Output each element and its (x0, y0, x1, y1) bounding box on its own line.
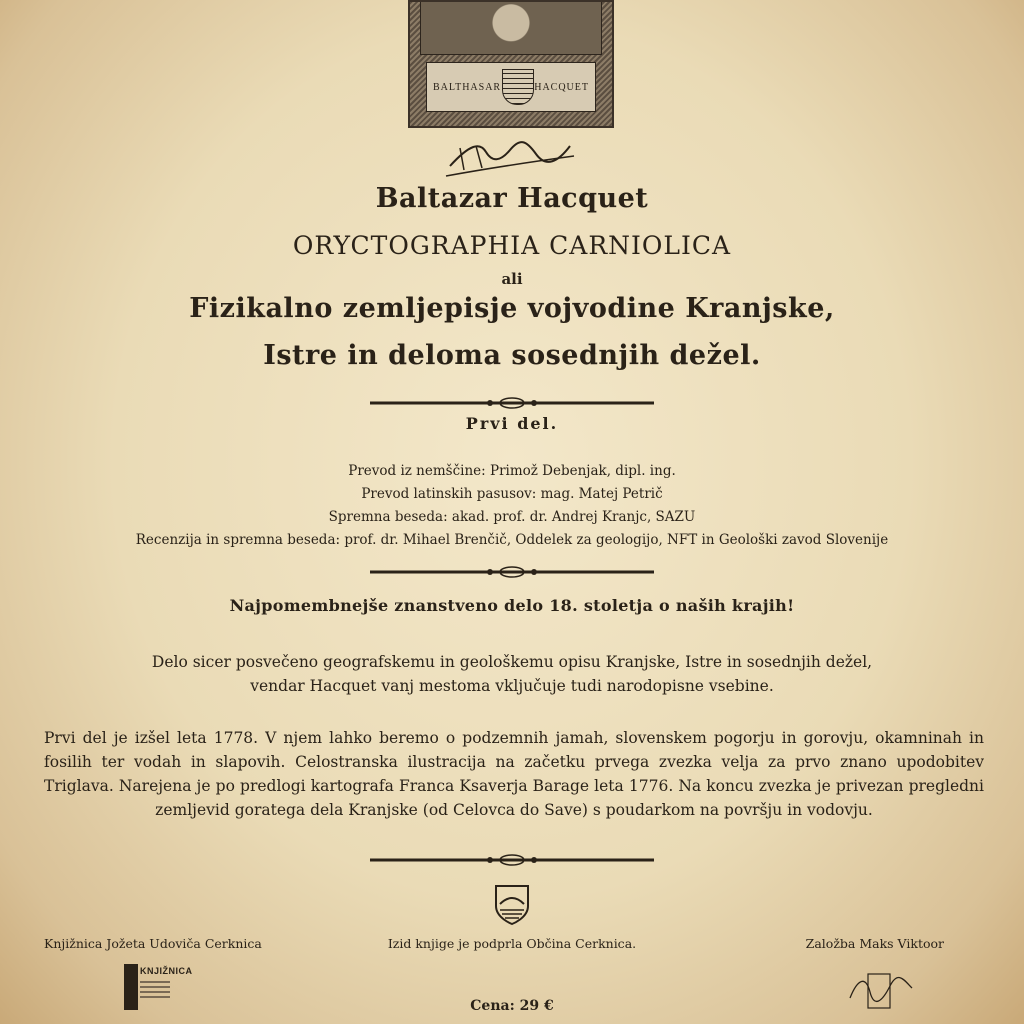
volume-label: Prvi del. (465, 414, 559, 433)
highlight-tagline: Najpomembnejše znanstveno delo 18. stoletja o naših krajih! (229, 596, 795, 615)
book-title: ORYCTOGRAPHIA CARNIOLICA (292, 231, 732, 260)
ornamental-divider (370, 397, 654, 409)
ornamental-divider (370, 854, 654, 866)
publisher-name: Založba Maks Viktoor (805, 936, 944, 951)
subtitle-line-1: Fizikalno zemljepisje vojvodine Kranjske, (189, 293, 835, 324)
credit-line: Recenzija in spremna beseda: prof. dr. Mihael Brenčič, Oddelek za geologijo, NFT in Geološki zavod Slovenije (135, 532, 889, 548)
publisher-signature-logo (846, 968, 916, 1012)
engraving-right-text: HACQUET (534, 81, 589, 93)
description (0, 650, 1024, 698)
title-connector: ali (501, 270, 523, 288)
library-name: Knjižnica Jožeta Udoviča Cerknica (44, 936, 262, 951)
price: Cena: 29 € (470, 998, 554, 1014)
portrait-medallion (420, 2, 602, 55)
library-logo-label: KNJIŽNICA (140, 966, 193, 976)
coat-of-arms-icon (502, 69, 534, 105)
ornamental-divider (370, 566, 654, 578)
body-paragraph: Prvi del je izšel leta 1778. V njem lahko beremo o podzemnih jamah, slovenskem pogorju in gorovju, okamninah in fosilih ter vodah in slapovih. Celostranska ilustracija na začetku prvega zvezka velja za prvo znano upodobitev Triglava. Narejena je po predlogi kartografa Franca Ksaverja Barage leta 1776. Na koncu zvezka je privezan pregledni zemljevid goratega dela Kranjske (od Celovca do Save) s poudarkom na površju in vodovju. (44, 729, 984, 819)
engraving-left-text: BALTHASAR (433, 81, 502, 93)
municipality-crest-icon (494, 884, 530, 926)
description-line: vendar Hacquet vanj mestoma vključuje tudi narodopisne vsebine. (250, 677, 774, 695)
subtitle-line-2: Istre in deloma sosednjih dežel. (263, 340, 761, 371)
credit-line: Spremna beseda: akad. prof. dr. Andrej Kranjc, SAZU (328, 509, 696, 525)
credit-line: Prevod latinskih pasusov: mag. Matej Petrič (361, 486, 663, 502)
credits (0, 460, 1024, 552)
portrait-engraving (408, 0, 614, 128)
description-line: Delo sicer posvečeno geografskemu in geološkemu opisu Kranjske, Istre in sosednjih dežel, (151, 653, 873, 671)
credit-line: Prevod iz nemščine: Primož Debenjak, dipl. ing. (348, 463, 676, 479)
author-name: Baltazar Hacquet (375, 183, 649, 214)
engraving-name-band (426, 62, 596, 112)
hacquet-signature (440, 132, 580, 184)
sponsor-note: Izid knjige je podprla Občina Cerknica. (387, 936, 637, 951)
